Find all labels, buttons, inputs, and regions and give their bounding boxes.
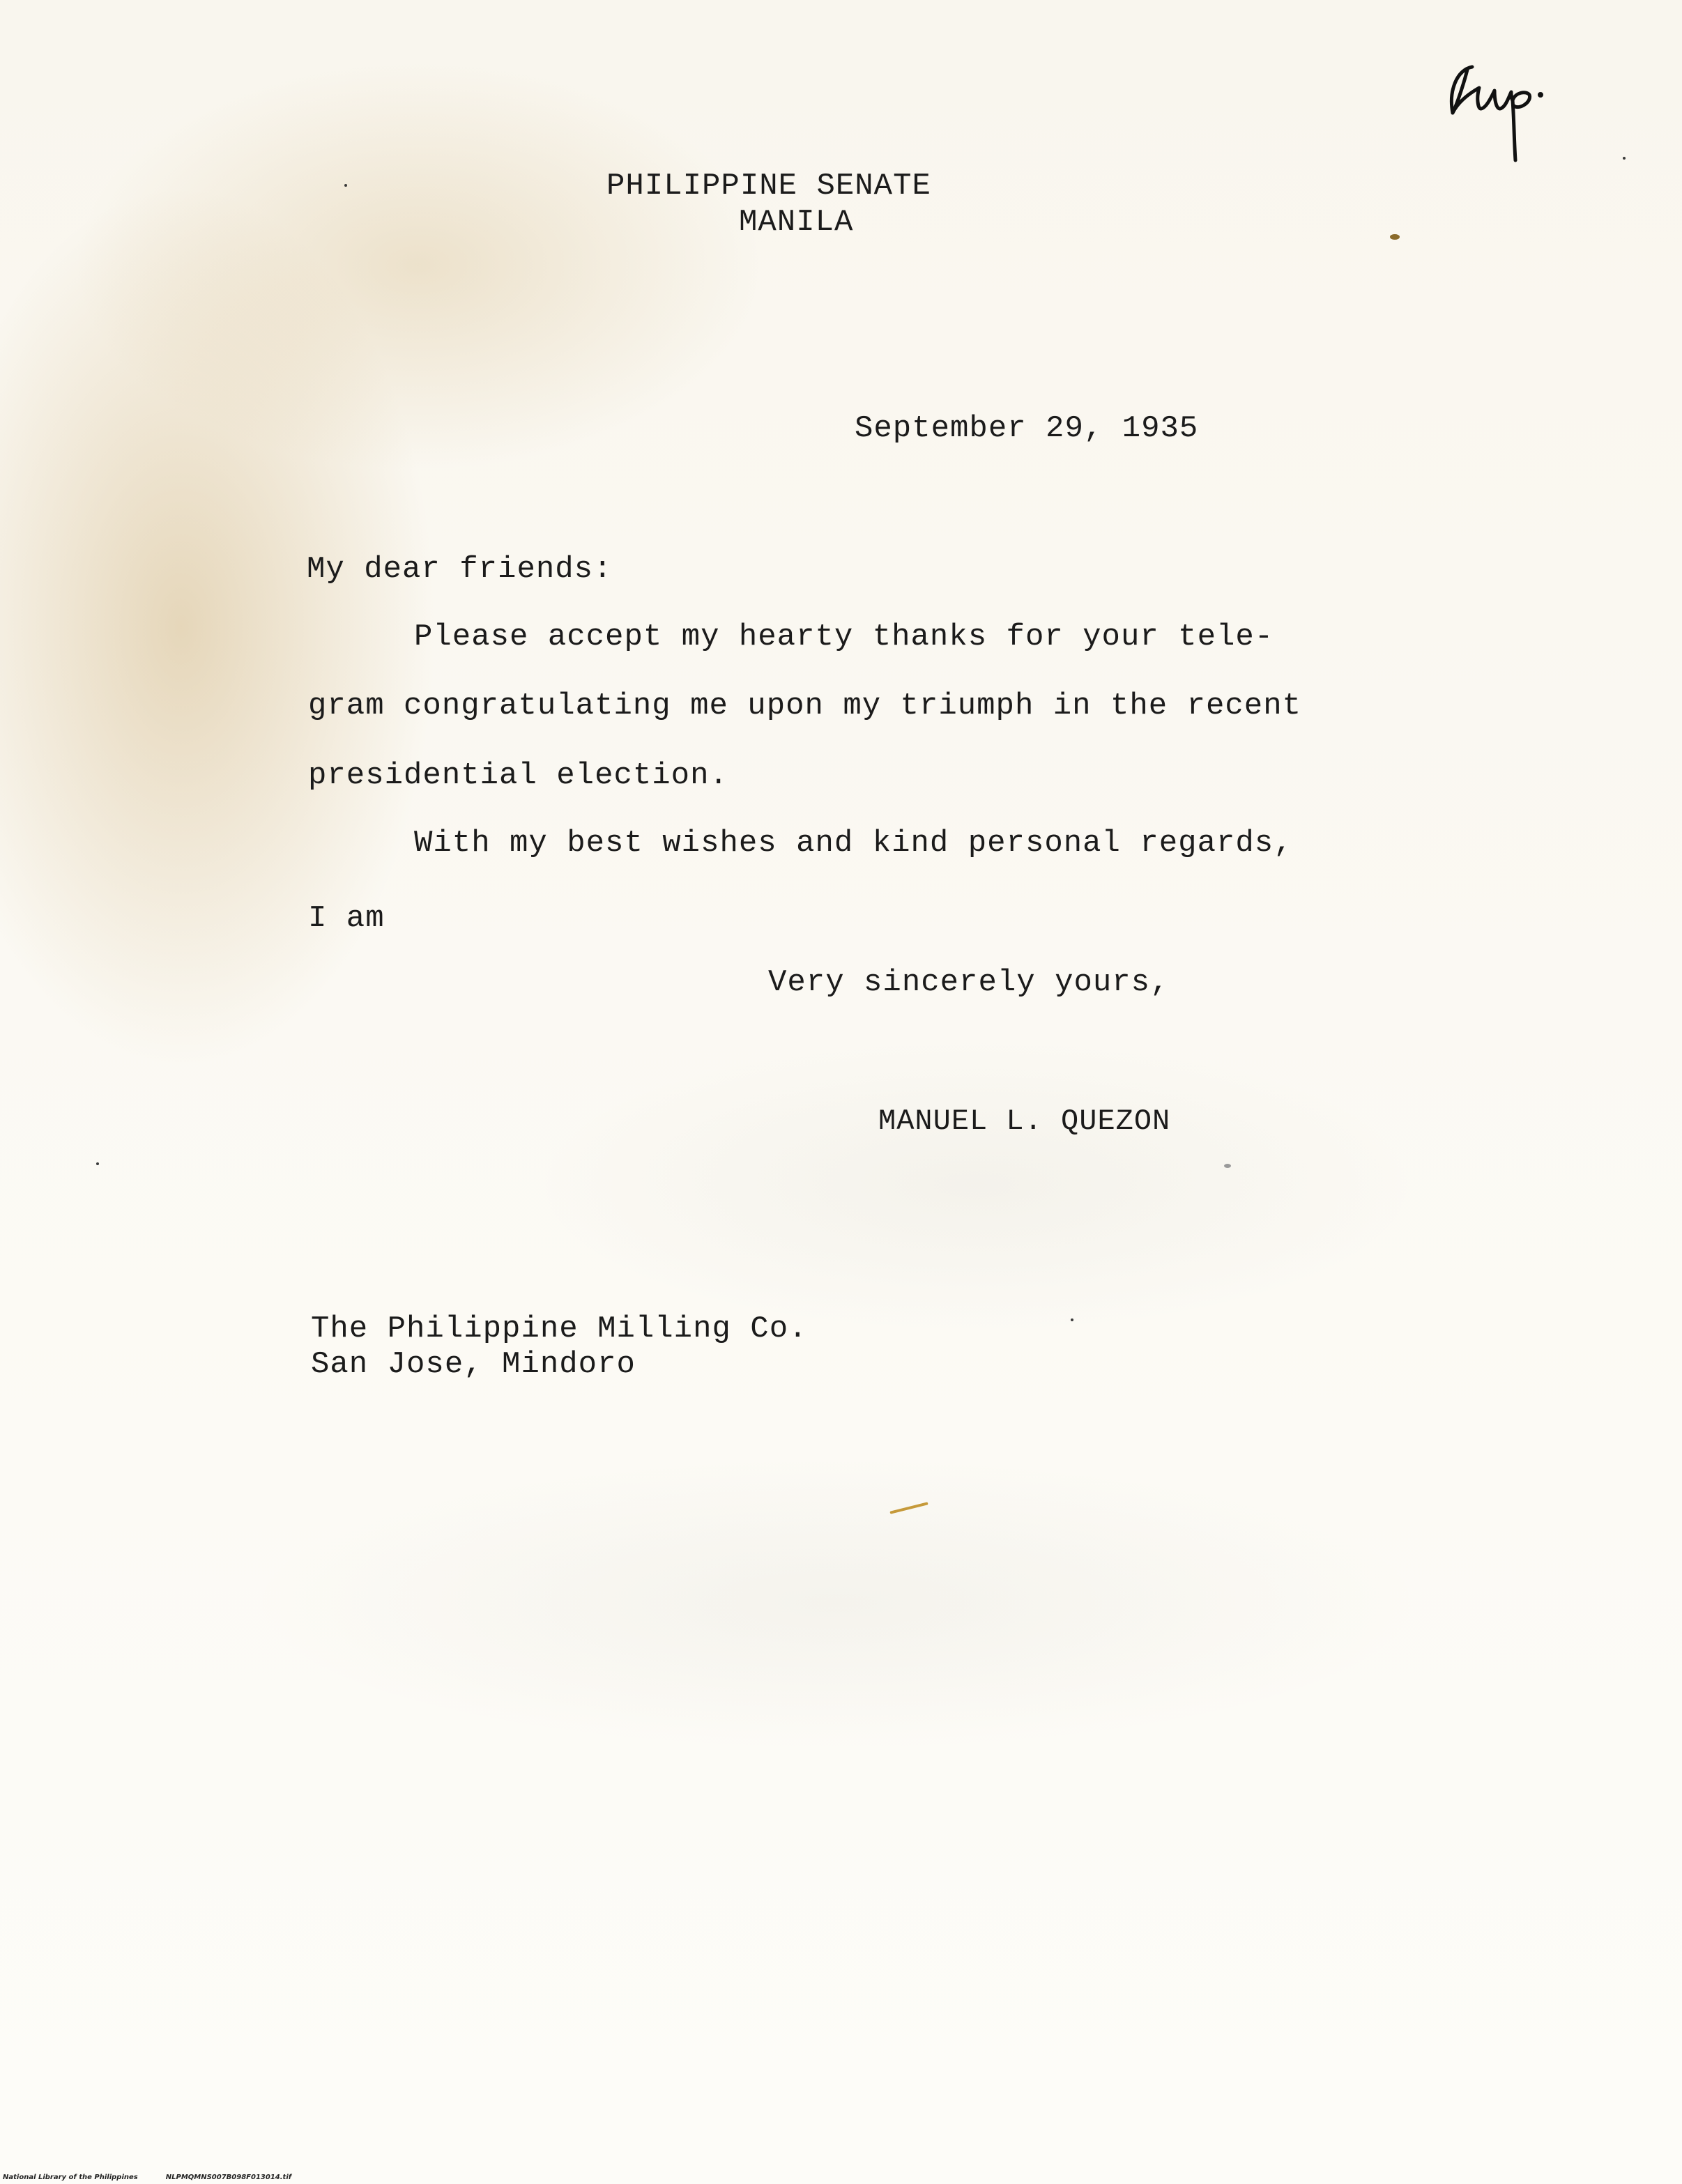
complimentary-closing: Very sincerely yours,: [768, 965, 1170, 1000]
body-paragraph-1-line-2: gram congratulating me upon my triumph in the recent: [308, 689, 1302, 723]
paper-speck: [96, 1162, 99, 1165]
letterhead-line-2: MANILA: [739, 205, 854, 240]
footer-library: National Library of the Philippines: [3, 2174, 138, 2181]
recipient-line-1: The Philippine Milling Co.: [311, 1312, 808, 1346]
body-paragraph-2-line-1: With my best wishes and kind personal regards,: [414, 826, 1293, 861]
footer-file-id: NLPMQMNS007B098F013014.tif: [165, 2174, 292, 2181]
body-paragraph-1-line-3: presidential election.: [308, 758, 728, 793]
paper-speck: [1071, 1318, 1073, 1321]
body-paragraph-1-line-1: Please accept my hearty thanks for your tele-: [414, 620, 1274, 654]
paper-speck: [1390, 234, 1400, 240]
paper-speck: [1623, 157, 1626, 160]
archive-footer: [3, 2174, 319, 2181]
paper-speck: [1224, 1164, 1231, 1168]
recipient-line-2: San Jose, Mindoro: [311, 1347, 636, 1382]
signer-name: MANUEL L. QUEZON: [878, 1105, 1171, 1138]
letterhead-line-1: PHILIPPINE SENATE: [606, 169, 931, 203]
paper-fiber: [889, 1502, 928, 1514]
body-paragraph-2-line-2: I am: [308, 901, 385, 936]
salutation: My dear friends:: [307, 552, 613, 587]
letter-date: September 29, 1935: [855, 411, 1199, 446]
paper-speck: [344, 184, 347, 187]
handwritten-annotation-dup: [1436, 42, 1554, 167]
